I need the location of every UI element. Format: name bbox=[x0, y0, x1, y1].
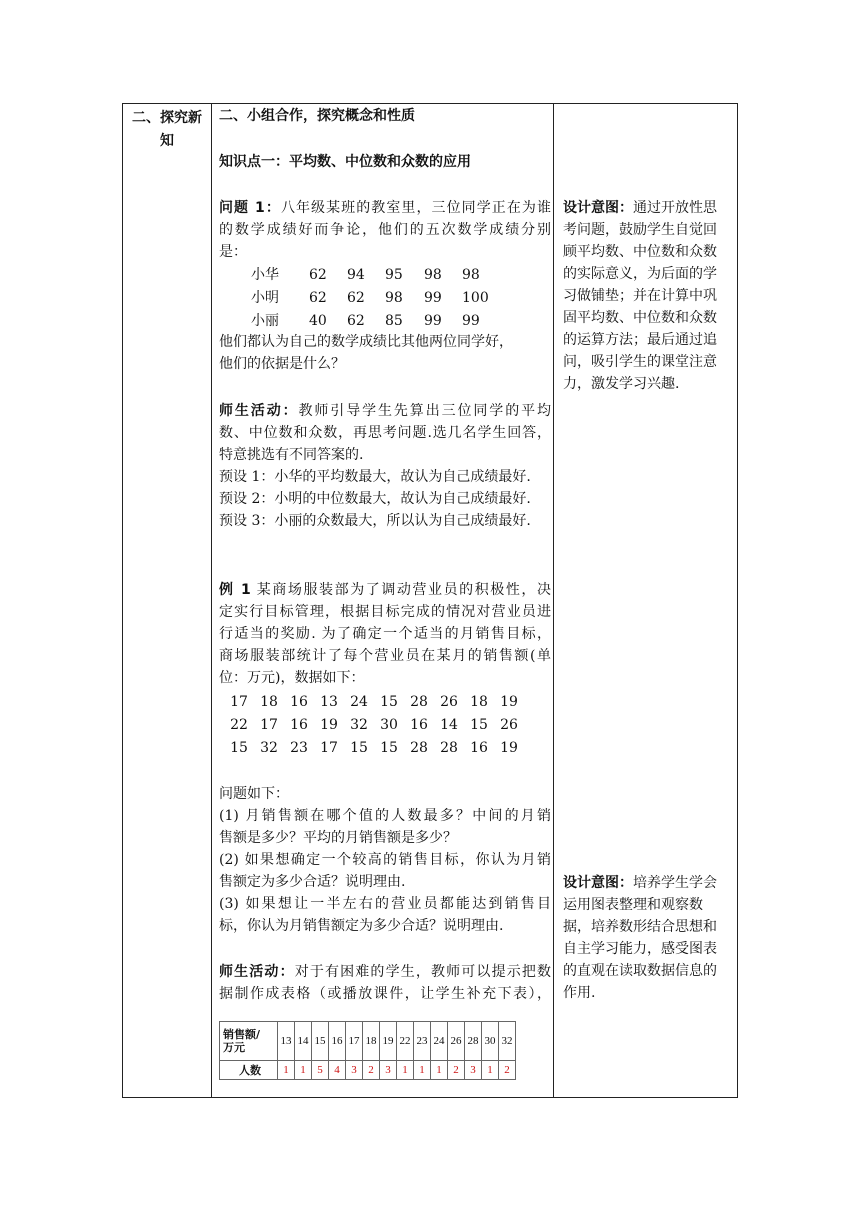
score-value: 99 bbox=[424, 313, 442, 329]
column-divider bbox=[211, 104, 212, 1097]
sales-value: 32 bbox=[350, 717, 368, 733]
section-label-line: 二、探究新 bbox=[132, 110, 202, 126]
tally-count: 2 bbox=[448, 1061, 465, 1080]
score-value: 94 bbox=[347, 267, 365, 283]
design-intent-label: 设计意图： bbox=[563, 875, 633, 891]
problem-1-label: 问题 1： bbox=[219, 200, 281, 216]
sales-tally-table bbox=[219, 1021, 516, 1080]
design-intent-label: 设计意图： bbox=[563, 200, 633, 216]
tally-amount: 16 bbox=[329, 1022, 346, 1061]
tally-amount: 22 bbox=[397, 1022, 414, 1061]
tally-amount: 24 bbox=[431, 1022, 448, 1061]
score-value: 98 bbox=[424, 267, 442, 283]
score-value: 62 bbox=[347, 290, 365, 306]
design-intent-line: 设计意图：培养学生学会 bbox=[563, 875, 717, 891]
tally-count: 5 bbox=[312, 1061, 329, 1080]
sales-value: 28 bbox=[410, 694, 428, 710]
preset-line: 预设 2：小明的中位数最大，故认为自己成绩最好. bbox=[219, 491, 531, 507]
example-1-line: 定实行目标管理，根据目标完成的情况对营业员进 bbox=[219, 604, 551, 620]
tally-count: 1 bbox=[431, 1061, 448, 1080]
tally-amount: 18 bbox=[363, 1022, 380, 1061]
tally-amount: 14 bbox=[295, 1022, 312, 1061]
design-intent-line: 习做铺垫；并在计算中巩 bbox=[563, 288, 717, 304]
activity-1-line: 特意挑选有不同答案的. bbox=[219, 447, 364, 463]
score-value: 99 bbox=[462, 313, 480, 329]
tally-amount: 32 bbox=[499, 1022, 516, 1061]
problem-1-line: 是： bbox=[219, 244, 247, 260]
sales-value: 19 bbox=[500, 740, 518, 756]
design-intent-line: 运用图表整理和观察数 bbox=[563, 897, 703, 913]
design-intent-line: 问，吸引学生的课堂注意 bbox=[563, 354, 717, 370]
sales-value: 15 bbox=[380, 694, 398, 710]
design-intent-line: 自主学习能力，感受图表 bbox=[563, 941, 717, 957]
preset-line: 预设 1：小华的平均数最大，故认为自己成绩最好. bbox=[219, 469, 531, 485]
example-1-line: 行适当的奖励. 为了确定一个适当的月销售目标， bbox=[219, 626, 551, 642]
sales-value: 17 bbox=[320, 740, 338, 756]
question-line: 标，你认为月销售额定为多少合适？说明理由. bbox=[219, 918, 504, 934]
example-1-line: 商场服装部统计了每个营业员在某月的销售额(单 bbox=[219, 648, 551, 664]
tally-count: 4 bbox=[329, 1061, 346, 1080]
score-value: 62 bbox=[347, 313, 365, 329]
score-value: 100 bbox=[462, 290, 489, 306]
tally-count: 3 bbox=[380, 1061, 397, 1080]
sales-value: 23 bbox=[290, 740, 308, 756]
design-intent-line: 的直观在读取数据信息的 bbox=[563, 963, 717, 979]
design-intent-line: 据，培养数形结合思想和 bbox=[563, 919, 717, 935]
activity-2-line: 师生活动：对于有困难的学生，教师可以提示把数 bbox=[219, 964, 552, 980]
question-line: (1) 月销售额在哪个值的人数最多？中间的月销 bbox=[219, 808, 551, 824]
tally-amount-row bbox=[220, 1022, 516, 1061]
sales-value: 19 bbox=[500, 694, 518, 710]
design-intent-line: 的运算方法；最后通过追 bbox=[563, 332, 717, 348]
design-intent-line: 顾平均数、中位数和众数 bbox=[563, 244, 717, 260]
sales-value: 26 bbox=[500, 717, 518, 733]
sales-value: 13 bbox=[320, 694, 338, 710]
design-intent-line: 固平均数、中位数和众数 bbox=[563, 310, 717, 326]
sales-value: 14 bbox=[440, 717, 458, 733]
sales-value: 16 bbox=[470, 740, 488, 756]
tally-amount: 28 bbox=[465, 1022, 482, 1061]
sales-value: 15 bbox=[380, 740, 398, 756]
sales-value: 30 bbox=[380, 717, 398, 733]
activity-2-line: 据制作成表格（或播放课件，让学生补充下表）， bbox=[219, 986, 551, 1002]
sales-value: 17 bbox=[260, 717, 278, 733]
student-name: 小华 bbox=[251, 267, 279, 283]
tally-amount: 13 bbox=[278, 1022, 295, 1061]
student-name: 小明 bbox=[251, 290, 279, 306]
knowledge-point-title: 知识点一：平均数、中位数和众数的应用 bbox=[219, 154, 471, 170]
tally-count: 3 bbox=[465, 1061, 482, 1080]
problem-1-line: 问题 1：八年级某班的教室里，三位同学正在为谁 bbox=[219, 200, 551, 216]
section-label bbox=[123, 104, 211, 153]
tally-count: 1 bbox=[295, 1061, 312, 1080]
tally-amount: 23 bbox=[414, 1022, 431, 1061]
sales-value: 22 bbox=[230, 717, 248, 733]
sales-value: 19 bbox=[320, 717, 338, 733]
score-value: 99 bbox=[424, 290, 442, 306]
tally-amount: 26 bbox=[448, 1022, 465, 1061]
score-value: 62 bbox=[309, 290, 327, 306]
sales-value: 26 bbox=[440, 694, 458, 710]
example-1-line: 例 1 某商场服装部为了调动营业员的积极性，决 bbox=[219, 582, 552, 598]
example-1-line: 位：万元)，数据如下： bbox=[219, 670, 365, 686]
sales-value: 24 bbox=[350, 694, 368, 710]
score-value: 95 bbox=[385, 267, 403, 283]
activity-1-line: 师生活动：教师引导学生先算出三位同学的平均 bbox=[219, 403, 551, 419]
sales-value: 16 bbox=[290, 694, 308, 710]
tally-count: 1 bbox=[278, 1061, 295, 1080]
sales-value: 16 bbox=[410, 717, 428, 733]
tally-amount: 17 bbox=[346, 1022, 363, 1061]
preset-line: 预设 3：小丽的众数最大，所以认为自己成绩最好. bbox=[219, 513, 531, 529]
tally-amount: 30 bbox=[482, 1022, 499, 1061]
question-line: (2) 如果想确定一个较高的销售目标，你认为月销 bbox=[219, 852, 551, 868]
tally-count: 1 bbox=[482, 1061, 499, 1080]
tally-count-label: 人数 bbox=[220, 1061, 278, 1080]
tally-count: 3 bbox=[346, 1061, 363, 1080]
sales-value: 28 bbox=[440, 740, 458, 756]
sales-value: 32 bbox=[260, 740, 278, 756]
tally-count-row bbox=[220, 1061, 516, 1080]
score-value: 40 bbox=[309, 313, 327, 329]
sales-value: 28 bbox=[410, 740, 428, 756]
design-intent-line: 考问题，鼓励学生自觉回 bbox=[563, 222, 717, 238]
sales-value: 15 bbox=[350, 740, 368, 756]
problem-1-tail: 他们都认为自己的数学成绩比其他两位同学好， bbox=[219, 334, 513, 350]
section-heading: 二、小组合作，探究概念和性质 bbox=[219, 108, 415, 124]
activity-2-label: 师生活动： bbox=[219, 964, 295, 980]
sales-value: 16 bbox=[290, 717, 308, 733]
problem-1-line: 的数学成绩好而争论，他们的五次数学成绩分别 bbox=[219, 222, 551, 238]
activity-1-line: 数、中位数和众数，再思考问题.选几名学生回答， bbox=[219, 425, 551, 441]
question-line: (3) 如果想让一半左右的营业员都能达到销售目 bbox=[219, 896, 551, 912]
student-name: 小丽 bbox=[251, 313, 279, 329]
section-label-line: 知 bbox=[160, 133, 174, 149]
activity-1-label: 师生活动： bbox=[219, 403, 299, 419]
sales-value: 15 bbox=[470, 717, 488, 733]
tally-count: 2 bbox=[499, 1061, 516, 1080]
question-line: 售额定为多少合适？说明理由. bbox=[219, 874, 406, 890]
tally-count: 2 bbox=[363, 1061, 380, 1080]
tally-count: 1 bbox=[397, 1061, 414, 1080]
sales-value: 15 bbox=[230, 740, 248, 756]
sales-value: 18 bbox=[470, 694, 488, 710]
score-value: 98 bbox=[462, 267, 480, 283]
questions-intro: 问题如下： bbox=[219, 786, 289, 802]
sales-value: 17 bbox=[230, 694, 248, 710]
tally-amount: 15 bbox=[312, 1022, 329, 1061]
design-intent-line: 力，激发学习兴趣. bbox=[563, 376, 680, 392]
score-value: 85 bbox=[385, 313, 403, 329]
example-1-label: 例 1 bbox=[219, 582, 251, 598]
score-value: 98 bbox=[385, 290, 403, 306]
tally-count: 1 bbox=[414, 1061, 431, 1080]
column-divider bbox=[553, 104, 554, 1097]
design-intent-line: 的实际意义，为后面的学 bbox=[563, 266, 717, 282]
tally-header-cell: 销售额/ 万元 bbox=[220, 1022, 278, 1061]
design-intent-line: 作用. bbox=[563, 985, 596, 1001]
problem-1-tail: 他们的依据是什么？ bbox=[219, 356, 345, 372]
question-line: 售额是多少？平均的月销售额是多少？ bbox=[219, 830, 457, 846]
score-value: 62 bbox=[309, 267, 327, 283]
sales-value: 18 bbox=[260, 694, 278, 710]
lesson-table bbox=[122, 103, 738, 1098]
tally-amount: 19 bbox=[380, 1022, 397, 1061]
design-intent-line: 设计意图：通过开放性思 bbox=[563, 200, 717, 216]
